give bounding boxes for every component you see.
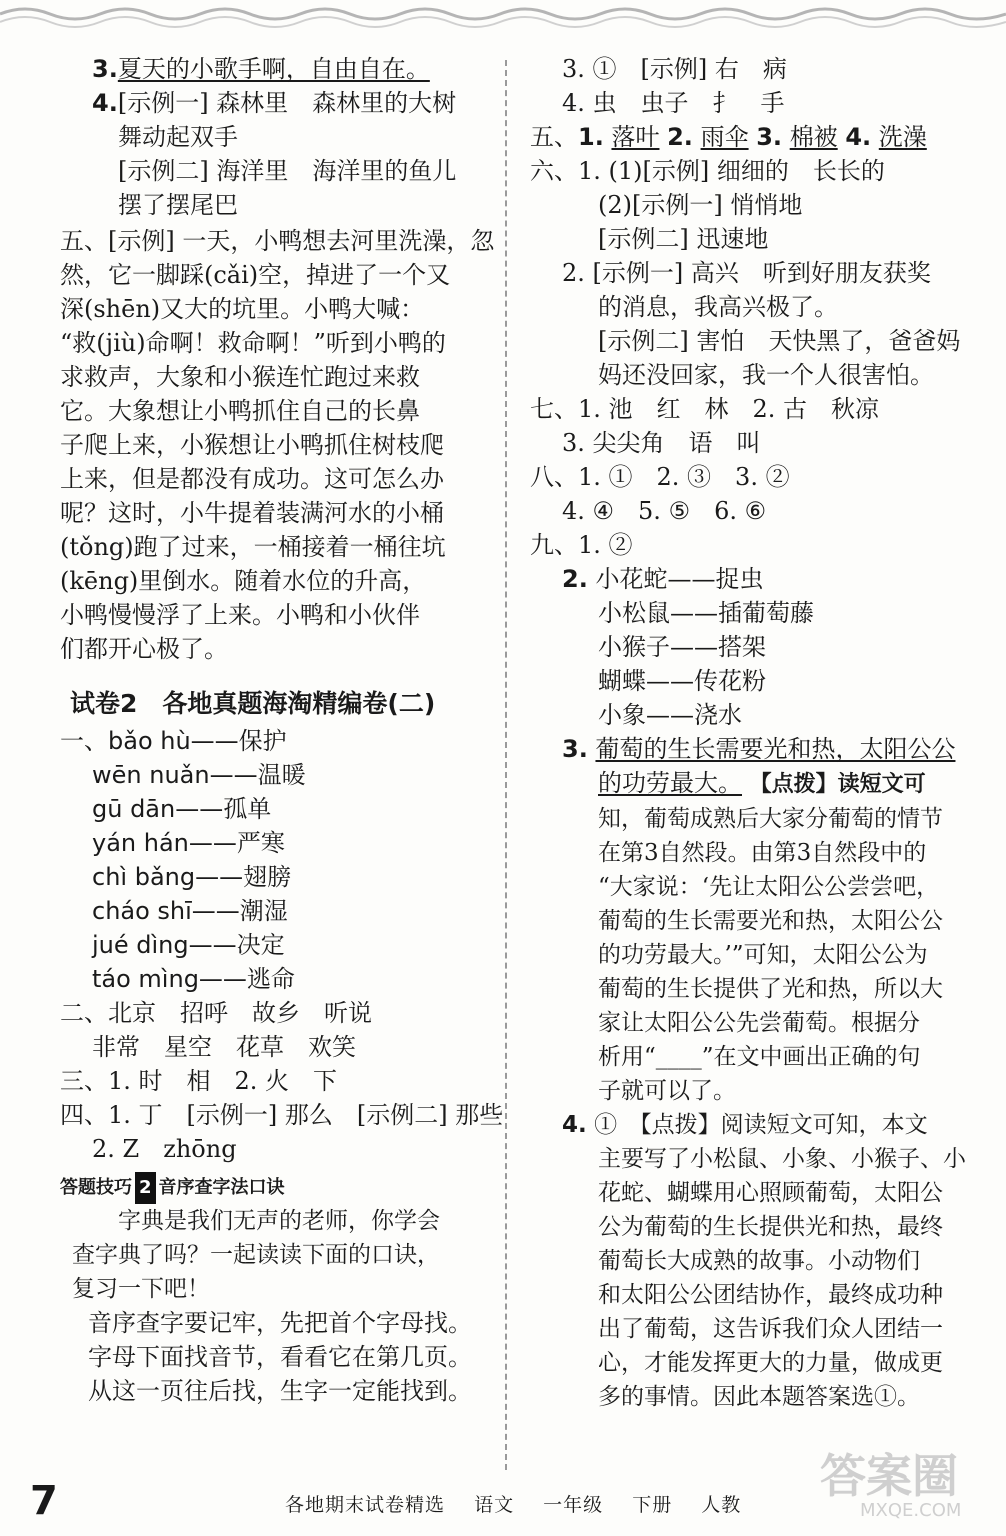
answer-line: 3. ① [示例] 右 病	[562, 55, 787, 83]
term-label: 下册	[632, 1494, 673, 1516]
essay-line: 它。大象想让小鸭抓住自己的长鼻	[60, 397, 420, 425]
q3-explanation	[530, 802, 970, 1108]
pinyin-line: gū dān——孤单	[92, 795, 272, 823]
page-number: 7	[30, 1478, 58, 1524]
answer-line: 3.夏天的小歌手啊，自由自在。	[92, 55, 430, 83]
match-line: 小松鼠——插葡萄藤	[598, 599, 814, 627]
answer-line: 摆了摆尾巴	[118, 191, 238, 219]
essay-line: (kēng)里倒水。随着水位的升高，	[60, 567, 427, 595]
answer-line: 4.[示例一] 森林里 森林里的大树	[92, 89, 457, 117]
footer-info	[285, 1490, 763, 1517]
explanation-line: 公为葡萄的生长提供光和热，最终	[598, 1214, 943, 1240]
section-one	[60, 724, 485, 996]
essay-line: 子爬上来，小猴想让小鸭抓住树枝爬	[60, 431, 444, 459]
explanation-line: 子就可以了。	[598, 1078, 736, 1104]
pinyin-line: chì bǎng——翅膀	[92, 863, 292, 891]
explanation-line: 葡萄的生长需要光和热，太阳公公	[598, 908, 943, 934]
essay-line: 然，它一脚踩(cǎi)空，掉进了一个又	[60, 261, 451, 289]
section-nine-line: 九、1. ②	[530, 531, 633, 559]
section-six-line: 2. [示例一] 高兴 听到好朋友获奖	[562, 259, 931, 287]
book-title: 各地期末试卷精选	[285, 1494, 446, 1516]
q3-answer-line: 的功劳最大。 【点拨】读短文可	[598, 769, 926, 797]
tip-intro: 字典是我们无声的老师，你学会	[118, 1208, 440, 1234]
column-divider	[505, 60, 507, 1470]
essay-line: 五、[示例] 一天，小鸭想去河里洗澡，忽	[60, 227, 495, 255]
section-five-essay	[60, 224, 495, 666]
explanation-line: 家让太阳公公先尝葡萄。根据分	[598, 1010, 920, 1036]
q3-answer-line: 3. 葡萄的生长需要光和热，太阳公公	[562, 735, 956, 763]
essay-line: 小鸭慢慢浮了上来。小鸭和小伙伴	[60, 601, 420, 629]
watermark-url: MXQE.COM	[860, 1500, 962, 1521]
match-line: 小猴子——搭架	[598, 633, 766, 661]
match-line: 2. 小花蛇——捉虫	[562, 565, 764, 593]
essay-line: 呢？这时，小牛提着装满河水的小桶	[60, 499, 444, 527]
tip-rhyme-line: 字母下面找音节，看看它在第几页。	[88, 1343, 472, 1371]
pinyin-line: táo mìng——逃命	[92, 965, 295, 993]
answer-line: 4. 虫 虫子 扌 手	[562, 89, 785, 117]
tip-rhyme-line: 音序查字要记牢，先把首个字母找。	[88, 1309, 472, 1337]
essay-line: 深(shēn)又大的坑里。小鸭大喊：	[60, 295, 425, 323]
section-two-line: 二、北京 招呼 故乡 听说	[60, 999, 372, 1027]
pinyin-line: jué dìng——决定	[92, 931, 285, 959]
section-seven-line: 3. 尖尖角 语 叫	[562, 429, 761, 457]
watermark-text: 答案圈	[820, 1449, 958, 1503]
explanation-line: 和太阳公公团结协作，最终成功种	[598, 1282, 943, 1308]
essay-line: 上来，但是都没有成功。这可怎么办	[60, 465, 444, 493]
pinyin-line: cháo shī——潮湿	[92, 897, 288, 925]
explanation-line: 多的事情。因此本题答案选①。	[598, 1384, 920, 1410]
paper-two-title: 试卷2 各地真题海淘精编卷(二)	[70, 689, 436, 718]
explanation-line: 心，才能发挥更大的力量，做成更	[598, 1350, 943, 1376]
match-line: 小象——浇水	[598, 701, 742, 729]
section-two-line: 非常 星空 花草 欢笑	[92, 1033, 356, 1061]
section-six-line: [示例二] 迅速地	[598, 225, 769, 253]
grade-label: 一年级	[543, 1494, 604, 1516]
explanation-line: 析用“____”在文中画出正确的句	[598, 1044, 921, 1070]
tip-intro: 查字典了吗？一起读读下面的口诀，	[72, 1242, 440, 1268]
tip-rhyme-line: 从这一页往后找，生字一定能找到。	[88, 1377, 472, 1405]
section-six-line: 六、1. (1)[示例] 细细的 长长的	[530, 157, 885, 185]
essay-line: “救(jiù)命啊！救命啊！”听到小鸭的	[60, 329, 446, 357]
explanation-line: 知，葡萄成熟后大家分葡萄的情节	[598, 806, 943, 832]
answer-line: [示例二] 海洋里 海洋里的鱼儿	[118, 157, 457, 185]
section-four-line: 四、1. 丁 [示例一] 那么 [示例二] 那些	[60, 1101, 504, 1129]
section-eight-line: 八、1. ① 2. ③ 3. ②	[530, 463, 790, 491]
q4-explanation	[530, 1142, 970, 1414]
section-eight-line: 4. ④ 5. ⑤ 6. ⑥	[562, 497, 767, 525]
section-five-line: 五、1. 落叶 2. 雨伞 3. 棉被 4. 洗澡	[530, 123, 927, 151]
right-column	[530, 52, 970, 1414]
essay-line: 求救声，大象和小猴连忙跑过来救	[60, 363, 420, 391]
section-six-line: 的消息，我高兴极了。	[598, 293, 838, 321]
section-four-line: 2. Z zhōng	[92, 1135, 237, 1163]
answer-line: 舞动起双手	[118, 123, 238, 151]
pinyin-line: wēn nuǎn——温暖	[92, 761, 306, 789]
essay-line: (tǒng)跑了过来，一桶接着一桶往坑	[60, 533, 446, 561]
torn-paper-edge	[0, 0, 1006, 30]
explanation-line: “大家说：‘先让太阳公公尝尝吧，	[598, 874, 940, 900]
pinyin-line: 一、bǎo hù——保护	[60, 727, 287, 755]
explanation-line: 的功劳最大。’”可知，太阳公公为	[598, 942, 928, 968]
subject-label: 语文	[474, 1494, 515, 1516]
q4-answer-line: 4. ① 【点拨】阅读短文可知，本文	[562, 1112, 928, 1138]
explanation-line: 花蛇、蝴蝶用心照顾葡萄，太阳公	[598, 1180, 943, 1206]
explanation-line: 出了葡萄，这告诉我们众人团结一	[598, 1316, 943, 1342]
tip-intro: 复习一下吧！	[72, 1276, 210, 1302]
edition-label: 人教	[701, 1494, 742, 1516]
essay-line: 们都开心极了。	[60, 635, 228, 663]
explanation-line: 主要写了小松鼠、小象、小猴子、小	[598, 1146, 966, 1172]
section-three-line: 三、1. 时 相 2. 火 下	[60, 1067, 338, 1095]
explanation-line: 在第3自然段。由第3自然段中的	[598, 840, 927, 866]
left-column	[60, 52, 504, 1408]
section-seven-line: 七、1. 池 红 林 2. 古 秋凉	[530, 395, 880, 423]
tip-heading: 答题技巧 2 音序查字法口诀	[60, 1172, 485, 1204]
explanation-line: 葡萄长大成熟的故事。小动物们	[598, 1248, 920, 1274]
section-six-line: [示例二] 害怕 天快黑了，爸爸妈	[598, 327, 961, 355]
match-line: 蝴蝶——传花粉	[598, 667, 766, 695]
section-six-line: (2)[示例一] 悄悄地	[598, 191, 803, 219]
watermark-logo	[820, 1440, 961, 1521]
explanation-line: 葡萄的生长提供了光和热，所以大	[598, 976, 943, 1002]
pinyin-line: yán hán——严寒	[92, 829, 285, 857]
section-six-line: 妈还没回家，我一个人很害怕。	[598, 361, 934, 389]
